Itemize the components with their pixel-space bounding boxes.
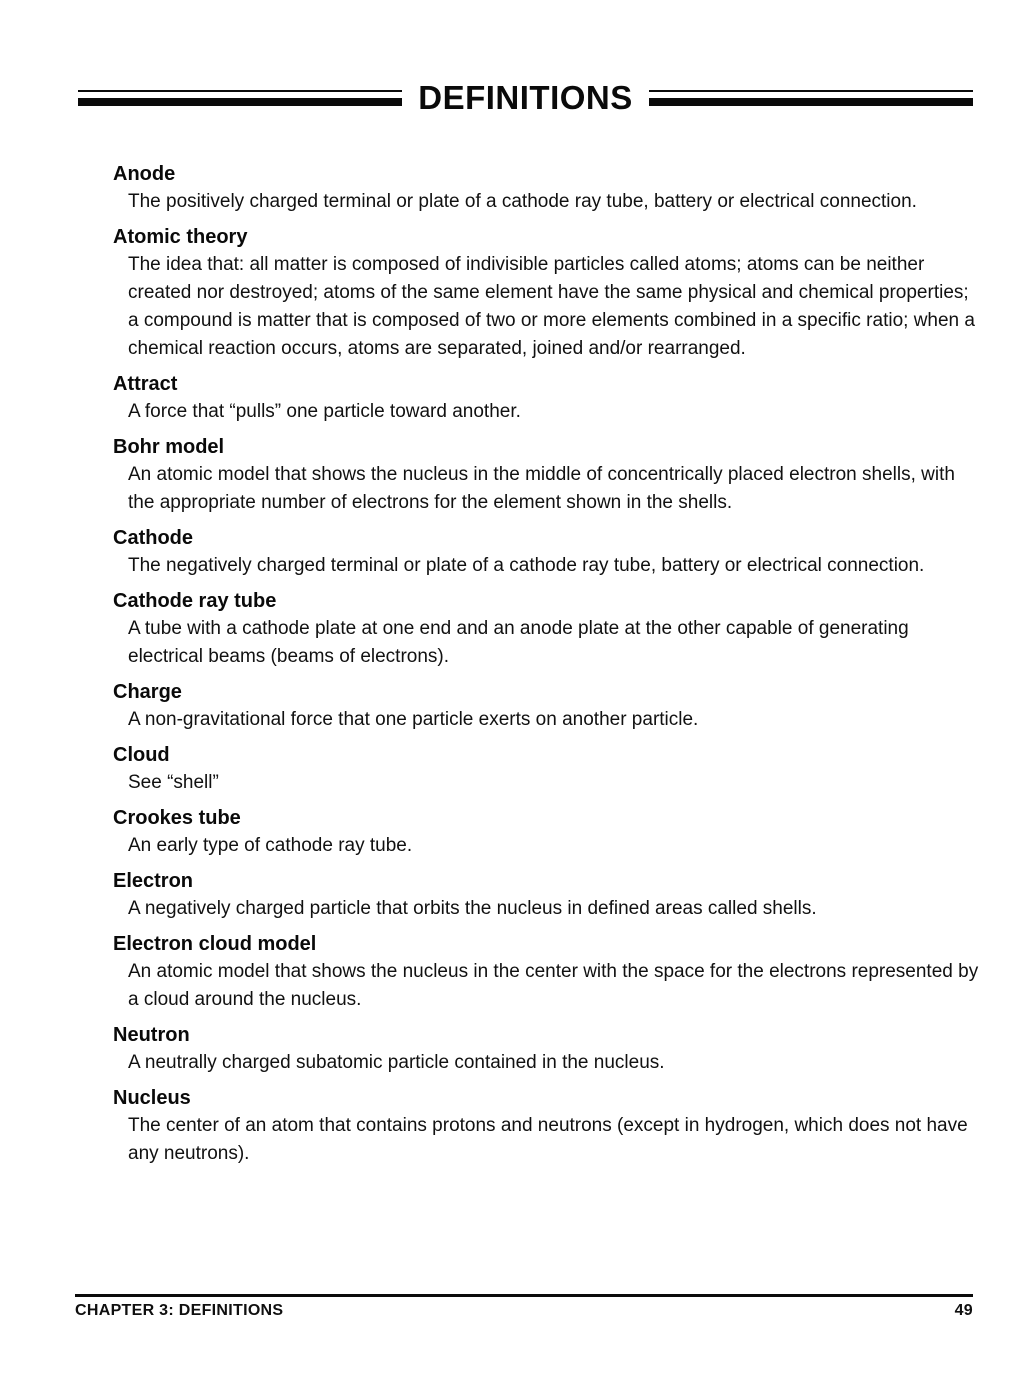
definition-entry	[113, 678, 988, 734]
term-label: Crookes tube	[113, 807, 241, 829]
definition-entry	[113, 1084, 988, 1168]
definition-entry	[113, 930, 988, 1014]
definition-entry	[113, 433, 988, 517]
definition-text: An atomic model that shows the nucleus in the middle of concentrically placed electron shells, with the appropriate number of electrons for the element shown in the shells.	[128, 464, 955, 513]
rule-thick-line	[78, 98, 402, 106]
term-label: Cathode ray tube	[113, 590, 277, 612]
term-label: Attract	[113, 373, 178, 395]
definition-text: The positively charged terminal or plate of a cathode ray tube, battery or electrical connection.	[128, 191, 917, 212]
definition-text: The idea that: all matter is composed of indivisible particles called atoms; atoms can be neither created nor destroyed; atoms of the same element have the same physical and chemical properties; a compound is matter that is composed of two or more elements combined in a specific ratio; when a chemical reaction occurs, atoms are separated, joined and/or rearranged.	[128, 254, 975, 359]
definition-entry	[113, 741, 988, 797]
definition-text: A force that “pulls” one particle toward another.	[128, 401, 521, 422]
term-label: Bohr model	[113, 436, 225, 458]
definition-entry	[113, 804, 988, 860]
definition-entry	[113, 160, 988, 216]
term-label: Cathode	[113, 527, 193, 549]
definition-entry	[113, 524, 988, 580]
footer-row	[75, 1302, 973, 1320]
definition-text: The center of an atom that contains protons and neutrons (except in hydrogen, which does not have any neutrons).	[128, 1115, 968, 1164]
definition-text: An atomic model that shows the nucleus in the center with the space for the electrons represented by a cloud around the nucleus.	[128, 961, 979, 1010]
definition-text: A negatively charged particle that orbits the nucleus in defined areas called shells.	[128, 898, 817, 919]
page-title: DEFINITIONS	[418, 79, 633, 116]
definition-text: An early type of cathode ray tube.	[128, 835, 413, 856]
glossary-list	[113, 160, 988, 1168]
title-rule-right	[649, 90, 973, 106]
term-label: Neutron	[113, 1024, 190, 1046]
definition-text: The negatively charged terminal or plate of a cathode ray tube, battery or electrical connection.	[128, 555, 925, 576]
page-header	[78, 79, 973, 117]
term-label: Electron	[113, 870, 194, 892]
definition-entry	[113, 1021, 988, 1077]
definition-entry	[113, 370, 988, 426]
definition-text: See “shell”	[128, 772, 219, 793]
definition-text: A non-gravitational force that one particle exerts on another particle.	[128, 709, 699, 730]
title-rule-left	[78, 90, 402, 106]
term-label: Atomic theory	[113, 226, 248, 248]
page-footer	[75, 1294, 973, 1320]
footer-page-number: 49	[954, 1302, 973, 1319]
term-label: Anode	[113, 163, 176, 185]
footer-rule	[75, 1294, 973, 1297]
definition-entry	[113, 223, 988, 363]
term-label: Charge	[113, 681, 182, 703]
term-label: Cloud	[113, 744, 170, 766]
rule-thick-line	[649, 98, 973, 106]
definition-text: A tube with a cathode plate at one end and an anode plate at the other capable of generating electrical beams (beams of electrons).	[128, 618, 909, 667]
term-label: Nucleus	[113, 1087, 191, 1109]
definition-text: A neutrally charged subatomic particle contained in the nucleus.	[128, 1052, 665, 1073]
definition-entry	[113, 867, 988, 923]
footer-chapter-label: CHAPTER 3: DEFINITIONS	[75, 1302, 284, 1319]
definition-entry	[113, 587, 988, 671]
term-label: Electron cloud model	[113, 933, 317, 955]
